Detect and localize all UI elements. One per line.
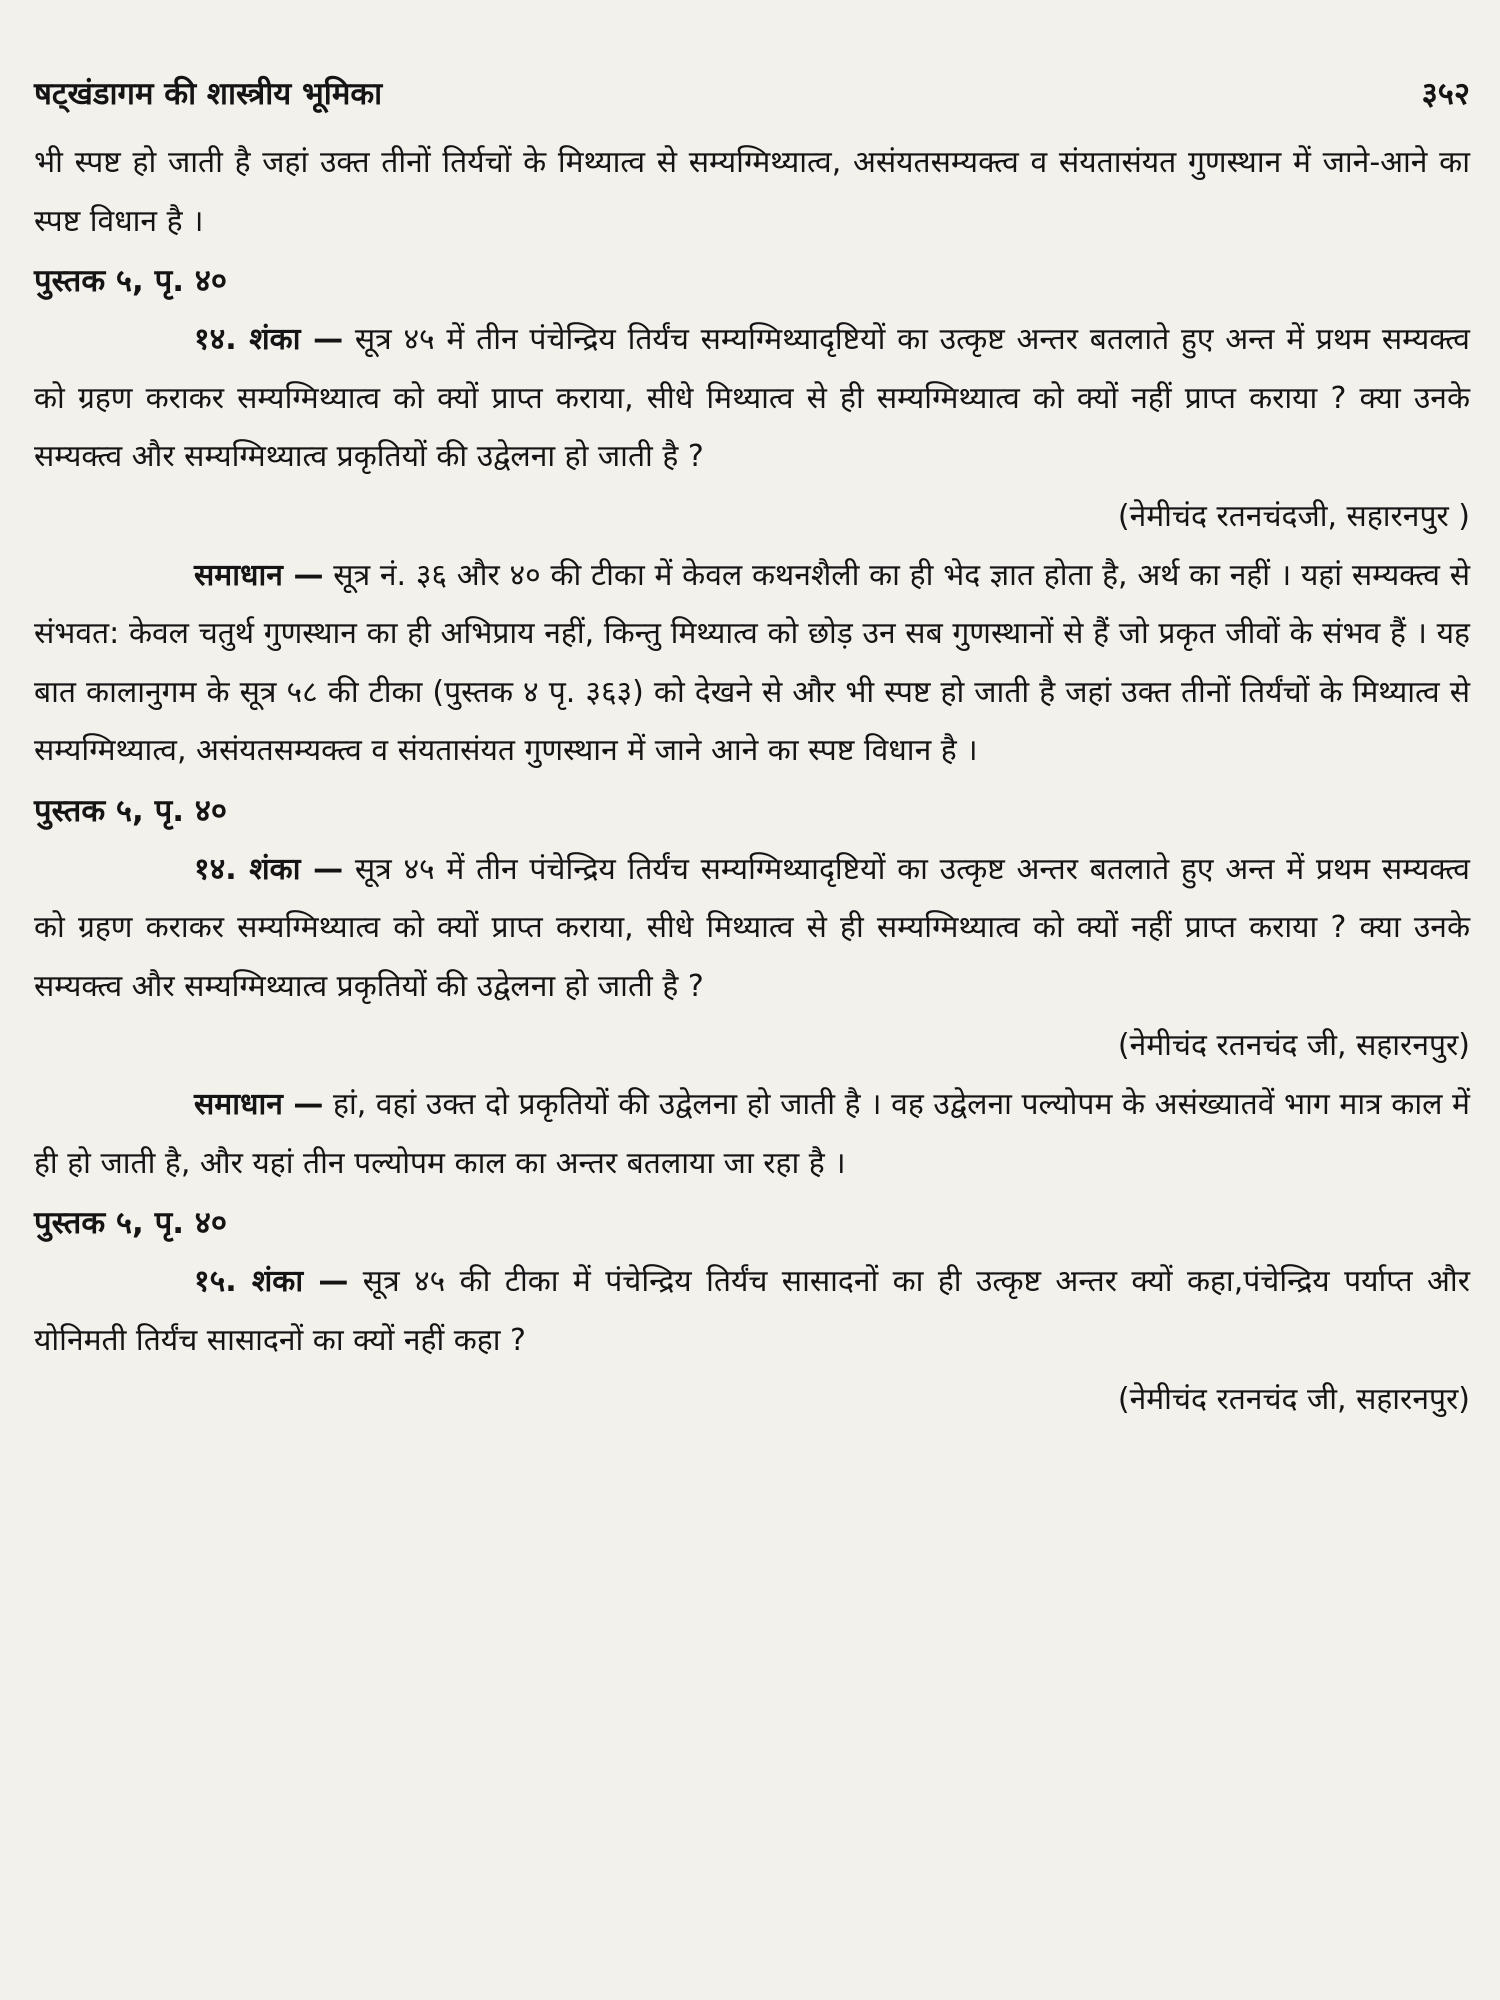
answer-2	[34, 1076, 1470, 1193]
reference-2: पुस्तक ५, पृ. ४०	[34, 792, 228, 829]
answer-1	[34, 547, 1470, 781]
reference-1: पुस्तक ५, पृ. ४०	[34, 263, 228, 299]
question-15	[34, 1253, 1470, 1370]
question-text: सूत्र ४५ की टीका में पंचेन्द्रिय तिर्यंच सासादनों का ही उत्कृष्ट अन्तर क्यों कहा,पंचेन्द्रिय पर्याप्त और योनिमती तिर्यंच सासादनों का क्यों नहीं कहा ?	[34, 1264, 1470, 1358]
attribution-3: (नेमीचंद रतनचंद जी, सहारनपुर)	[1117, 1382, 1470, 1417]
question-label: १५. शंका —	[194, 1264, 349, 1299]
question-label: १४. शंका —	[194, 851, 344, 887]
answer-label: समाधान —	[194, 557, 324, 593]
running-title: षट्खंडागम की शास्त्रीय भूमिका	[34, 76, 383, 112]
answer-text: सूत्र नं. ३६ और ४० की टीका में केवल कथनशैली का ही भेद ज्ञात होता है, अर्थ का नहीं । यहां सम्यक्त्व से संभवत: केवल चतुर्थ गुणस्थान का ही अभिप्राय नहीं, किन्तु मिथ्यात्व को छोड़ उन सब गुणस्थानों से हैं जो प्रकृत जीवों के संभव हैं । यह बात कालानुगम के सूत्र ५८ की टीका (पुस्तक ४ पृ. ३६३) को देखने से और भी स्पष्ट हो जाती है जहां उक्त तीनों तिर्यंचों के मिथ्यात्व से सम्यग्मिथ्यात्व, असंयतसम्यक्त्व व संयतासंयत गुणस्थान में जाने आने का स्पष्ट विधान है ।	[34, 557, 1470, 768]
answer-label: समाधान —	[194, 1087, 324, 1122]
question-text: सूत्र ४५ में तीन पंचेन्द्रिय तिर्यंच सम्यग्मिथ्यादृष्टियों का उत्कृष्ट अन्तर बतलाते हुए अन्त में प्रथम सम्यक्त्व को ग्रहण कराकर सम्यग्मिथ्यात्व को क्यों प्राप्त कराया, सीधे मिथ्यात्व से ही सम्यग्मिथ्यात्व को क्यों नहीं प्राप्त कराया ? क्या उनके सम्यक्त्व और सम्यग्मिथ्यात्व प्रकृतियों की उद्वेलना हो जाती है ?	[34, 851, 1470, 1004]
page-header	[34, 72, 1470, 114]
reference-3: पुस्तक ५, पृ. ४०	[34, 1205, 228, 1241]
attribution-1: (नेमीचंद रतनचंदजी, सहारनपुर )	[1117, 498, 1470, 534]
question-14-b	[34, 841, 1470, 1017]
answer-text: हां, वहां उक्त दो प्रकृतियों की उद्वेलना हो जाती है । वह उद्वेलना पल्योपम के असंख्यातवें भाग मात्र काल में ही हो जाती है, और यहां तीन पल्योपम काल का अन्तर बतलाया जा रहा है ।	[34, 1087, 1470, 1181]
page-number: ३५२	[1421, 76, 1470, 112]
question-text: सूत्र ४५ में तीन पंचेन्द्रिय तिर्यंच सम्यग्मिथ्यादृष्टियों का उत्कृष्ट अन्तर बतलाते हुए अन्त में प्रथम सम्यक्त्व को ग्रहण कराकर सम्यग्मिथ्यात्व को क्यों प्राप्त कराया, सीधे मिथ्यात्व से ही सम्यग्मिथ्यात्व को क्यों नहीं प्राप्त कराया ? क्या उनके सम्यक्त्व और सम्यग्मिथ्यात्व प्रकृतियों की उद्वेलना हो जाती है ?	[34, 322, 1470, 474]
question-14-a	[34, 311, 1470, 487]
paragraph-continued: भी स्पष्ट हो जाती है जहां उक्त तीनों तिर्यचों के मिथ्यात्व से सम्यग्मिथ्यात्व, असंयतसम्यक्त्व व संयतासंयत गुणस्थान में जाने-आने का स्पष्ट विधान है ।	[34, 145, 1470, 239]
question-label: १४. शंका —	[194, 322, 344, 357]
attribution-2: (नेमीचंद रतनचंद जी, सहारनपुर)	[1117, 1028, 1470, 1063]
